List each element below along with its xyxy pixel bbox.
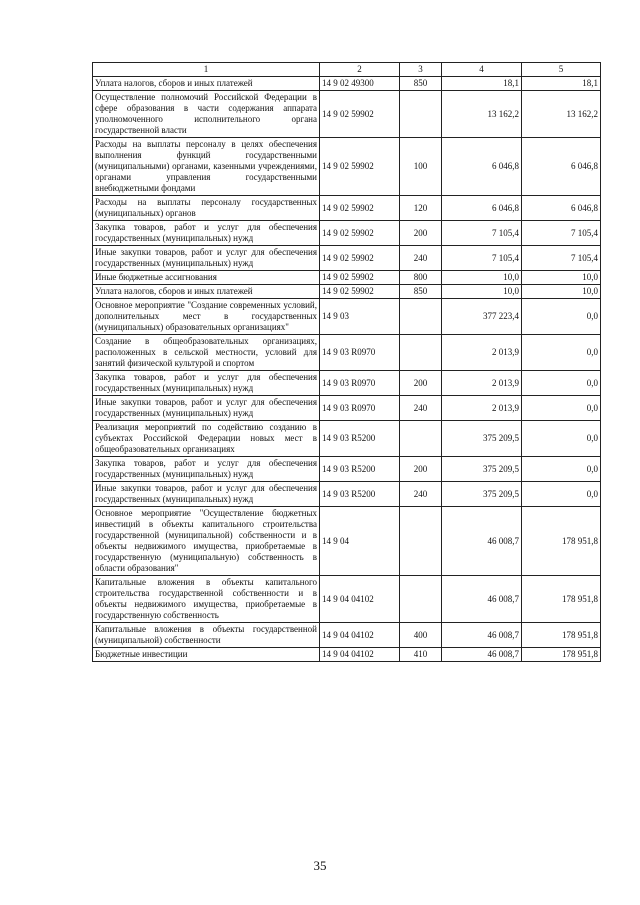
table-row bbox=[93, 576, 601, 623]
row-name: Расходы на выплаты персоналу государственных (муниципальных) органов bbox=[93, 196, 320, 221]
row-expense-type: 240 bbox=[400, 396, 442, 421]
row-amount-2: 6 046,8 bbox=[522, 196, 601, 221]
row-code: 14 9 02 59902 bbox=[320, 246, 400, 271]
row-name: Создание в общеобразовательных организациях, расположенных в сельской местности, условий для занятий физической культурой и спортом bbox=[93, 335, 320, 371]
row-code: 14 9 02 59902 bbox=[320, 221, 400, 246]
table-header bbox=[93, 63, 601, 77]
row-amount-1: 2 013,9 bbox=[442, 396, 522, 421]
row-amount-2: 178 951,8 bbox=[522, 576, 601, 623]
row-expense-type: 850 bbox=[400, 285, 442, 299]
row-expense-type bbox=[400, 335, 442, 371]
row-expense-type: 200 bbox=[400, 457, 442, 482]
row-name: Уплата налогов, сборов и иных платежей bbox=[93, 285, 320, 299]
page-number: 35 bbox=[313, 858, 327, 873]
row-code: 14 9 02 59902 bbox=[320, 271, 400, 285]
table-row bbox=[93, 648, 601, 662]
row-amount-1: 10,0 bbox=[442, 271, 522, 285]
table-row bbox=[93, 299, 601, 335]
row-amount-2: 7 105,4 bbox=[522, 246, 601, 271]
table-row bbox=[93, 482, 601, 507]
table-row bbox=[93, 285, 601, 299]
header-row bbox=[93, 63, 601, 77]
row-name: Осуществление полномочий Российской Федерации в сфере образования в части содержания аппарата уполномоченного исполнительного органа государственной власти bbox=[93, 91, 320, 138]
row-amount-2: 6 046,8 bbox=[522, 138, 601, 196]
row-name: Иные закупки товаров, работ и услуг для обеспечения государственных (муниципальных) нужд bbox=[93, 482, 320, 507]
table-row bbox=[93, 221, 601, 246]
table-row bbox=[93, 457, 601, 482]
row-amount-2: 0,0 bbox=[522, 421, 601, 457]
table-row bbox=[93, 421, 601, 457]
row-expense-type: 200 bbox=[400, 371, 442, 396]
row-code: 14 9 04 04102 bbox=[320, 623, 400, 648]
table-row bbox=[93, 91, 601, 138]
table-row bbox=[93, 138, 601, 196]
row-amount-2: 178 951,8 bbox=[522, 507, 601, 576]
row-amount-2: 0,0 bbox=[522, 457, 601, 482]
row-amount-2: 10,0 bbox=[522, 271, 601, 285]
row-amount-2: 18,1 bbox=[522, 77, 601, 91]
row-expense-type: 850 bbox=[400, 77, 442, 91]
row-code: 14 9 03 R0970 bbox=[320, 371, 400, 396]
row-amount-2: 178 951,8 bbox=[522, 648, 601, 662]
row-expense-type: 240 bbox=[400, 482, 442, 507]
row-code: 14 9 04 04102 bbox=[320, 648, 400, 662]
row-code: 14 9 03 R5200 bbox=[320, 421, 400, 457]
table-row bbox=[93, 246, 601, 271]
row-name: Основное мероприятие "Осуществление бюджетных инвестиций в объекты капитального строительства государственной (муниципальной) собственности и в объекты недвижимого имущества, приобретаемые в государственную (муниципальную) собственность в области образования" bbox=[93, 507, 320, 576]
row-expense-type bbox=[400, 576, 442, 623]
table-row bbox=[93, 396, 601, 421]
row-amount-1: 377 223,4 bbox=[442, 299, 522, 335]
row-code: 14 9 03 R5200 bbox=[320, 457, 400, 482]
row-code: 14 9 02 59902 bbox=[320, 91, 400, 138]
row-code: 14 9 03 R5200 bbox=[320, 482, 400, 507]
row-expense-type bbox=[400, 299, 442, 335]
row-name: Уплата налогов, сборов и иных платежей bbox=[93, 77, 320, 91]
row-code: 14 9 03 bbox=[320, 299, 400, 335]
row-amount-2: 0,0 bbox=[522, 482, 601, 507]
row-amount-1: 375 209,5 bbox=[442, 421, 522, 457]
row-name: Капитальные вложения в объекты капитального строительства государственной собственности и в объекты недвижимого имущества, приобретаемые в государственную собственность bbox=[93, 576, 320, 623]
row-amount-1: 46 008,7 bbox=[442, 507, 522, 576]
row-amount-1: 13 162,2 bbox=[442, 91, 522, 138]
row-expense-type: 100 bbox=[400, 138, 442, 196]
row-expense-type: 800 bbox=[400, 271, 442, 285]
row-name: Капитальные вложения в объекты государственной (муниципальной) собственности bbox=[93, 623, 320, 648]
row-amount-1: 7 105,4 bbox=[442, 246, 522, 271]
row-expense-type: 200 bbox=[400, 221, 442, 246]
row-amount-2: 0,0 bbox=[522, 335, 601, 371]
row-expense-type: 410 bbox=[400, 648, 442, 662]
header-col-3: 3 bbox=[400, 63, 442, 77]
row-name: Расходы на выплаты персоналу в целях обеспечения выполнения функций государственными (муниципальными) органами, казенными учреждениями, органами управления государственными внебюджетными фондами bbox=[93, 138, 320, 196]
row-amount-2: 0,0 bbox=[522, 299, 601, 335]
table-row bbox=[93, 196, 601, 221]
row-code: 14 9 02 59902 bbox=[320, 196, 400, 221]
row-code: 14 9 02 59902 bbox=[320, 285, 400, 299]
row-amount-1: 7 105,4 bbox=[442, 221, 522, 246]
table-body bbox=[93, 77, 601, 662]
row-expense-type bbox=[400, 507, 442, 576]
row-amount-2: 13 162,2 bbox=[522, 91, 601, 138]
table-row bbox=[93, 77, 601, 91]
row-expense-type bbox=[400, 421, 442, 457]
row-code: 14 9 04 bbox=[320, 507, 400, 576]
row-name: Закупка товаров, работ и услуг для обеспечения государственных (муниципальных) нужд bbox=[93, 221, 320, 246]
row-amount-2: 0,0 bbox=[522, 396, 601, 421]
row-amount-2: 178 951,8 bbox=[522, 623, 601, 648]
row-amount-1: 46 008,7 bbox=[442, 576, 522, 623]
row-amount-1: 375 209,5 bbox=[442, 457, 522, 482]
row-amount-2: 0,0 bbox=[522, 371, 601, 396]
header-col-4: 4 bbox=[442, 63, 522, 77]
table-row bbox=[93, 335, 601, 371]
row-amount-1: 375 209,5 bbox=[442, 482, 522, 507]
row-amount-1: 2 013,9 bbox=[442, 335, 522, 371]
row-amount-1: 10,0 bbox=[442, 285, 522, 299]
row-expense-type: 120 bbox=[400, 196, 442, 221]
header-col-1: 1 bbox=[93, 63, 320, 77]
row-amount-1: 6 046,8 bbox=[442, 138, 522, 196]
row-name: Иные закупки товаров, работ и услуг для обеспечения государственных (муниципальных) нужд bbox=[93, 246, 320, 271]
row-code: 14 9 04 04102 bbox=[320, 576, 400, 623]
row-expense-type: 240 bbox=[400, 246, 442, 271]
table-row bbox=[93, 623, 601, 648]
table-row bbox=[93, 271, 601, 285]
row-name: Иные бюджетные ассигнования bbox=[93, 271, 320, 285]
row-expense-type: 400 bbox=[400, 623, 442, 648]
row-name: Закупка товаров, работ и услуг для обеспечения государственных (муниципальных) нужд bbox=[93, 371, 320, 396]
row-amount-2: 10,0 bbox=[522, 285, 601, 299]
row-amount-2: 7 105,4 bbox=[522, 221, 601, 246]
header-col-2: 2 bbox=[320, 63, 400, 77]
row-name: Иные закупки товаров, работ и услуг для обеспечения государственных (муниципальных) нужд bbox=[93, 396, 320, 421]
row-name: Основное мероприятие "Создание современных условий, дополнительных мест в государственных (муниципальных) образовательных организациях" bbox=[93, 299, 320, 335]
table-row bbox=[93, 507, 601, 576]
row-amount-1: 46 008,7 bbox=[442, 648, 522, 662]
row-name: Реализация мероприятий по содействию созданию в субъектах Российской Федерации новых мест в общеобразовательных организациях bbox=[93, 421, 320, 457]
row-code: 14 9 02 59902 bbox=[320, 138, 400, 196]
row-expense-type bbox=[400, 91, 442, 138]
table-row bbox=[93, 371, 601, 396]
row-name: Закупка товаров, работ и услуг для обеспечения государственных (муниципальных) нужд bbox=[93, 457, 320, 482]
row-code: 14 9 02 49300 bbox=[320, 77, 400, 91]
row-amount-1: 46 008,7 bbox=[442, 623, 522, 648]
header-col-5: 5 bbox=[522, 63, 601, 77]
row-amount-1: 2 013,9 bbox=[442, 371, 522, 396]
row-code: 14 9 03 R0970 bbox=[320, 396, 400, 421]
row-amount-1: 6 046,8 bbox=[442, 196, 522, 221]
budget-table bbox=[92, 62, 601, 662]
row-code: 14 9 03 R0970 bbox=[320, 335, 400, 371]
row-amount-1: 18,1 bbox=[442, 77, 522, 91]
row-name: Бюджетные инвестиции bbox=[93, 648, 320, 662]
